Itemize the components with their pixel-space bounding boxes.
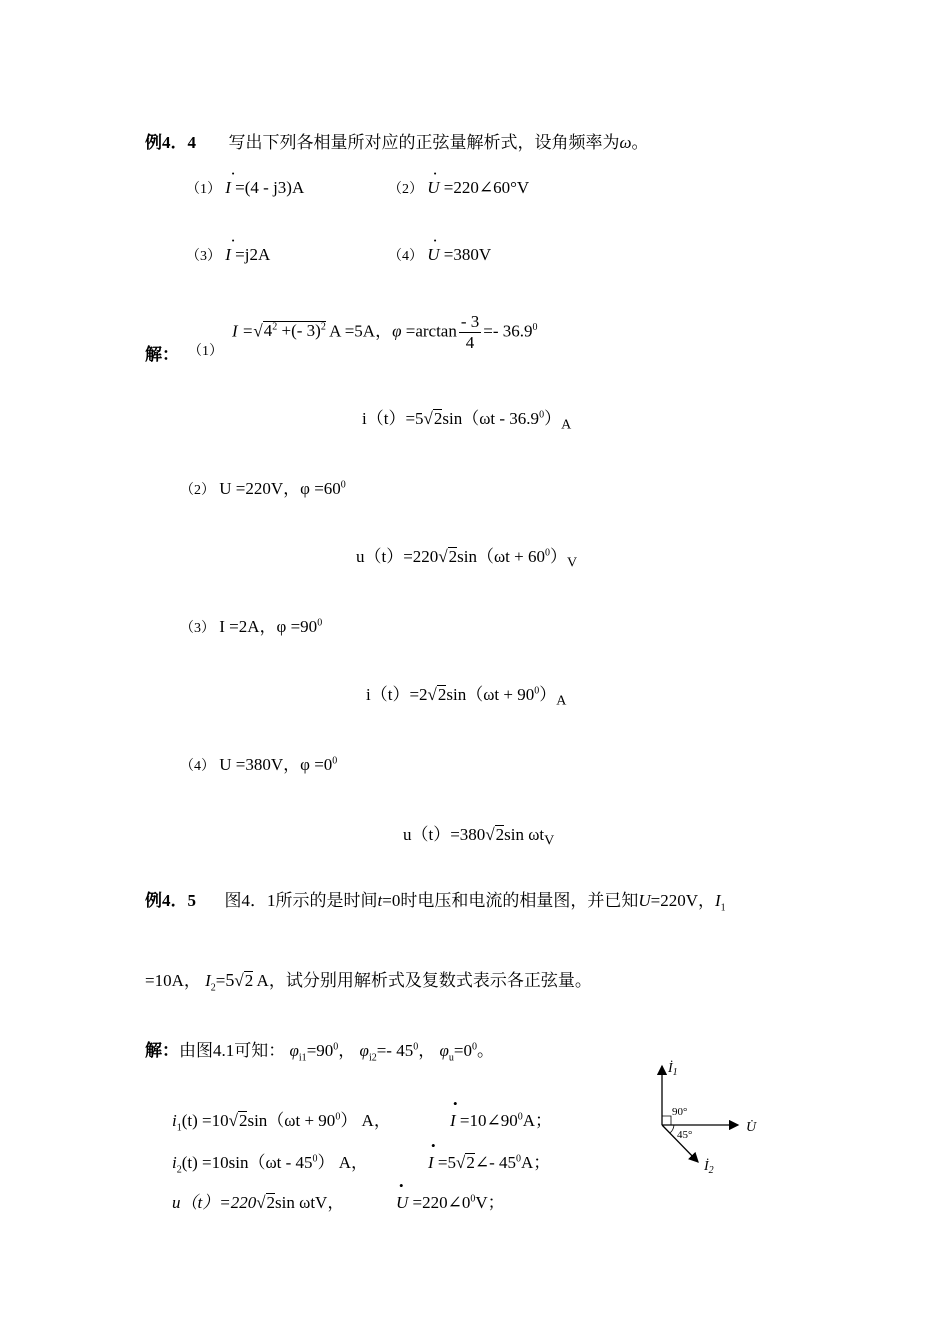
- solution-4-5-intro: 解：由图4.1可知： $\varphi_{i1}=90^0$， $\varphi_{i2}=-$ $45^0$， $\varphi_u=0^0$。: [145, 1041, 494, 1064]
- example-4-5-line-1: 例4．5 图4．1所示的是时间t=0时电压和电流的相量图，并已知U=220V，$I_1$: [145, 891, 726, 914]
- fraction: $\frac{- 3}{4}$: [460, 312, 480, 352]
- right-angle-mark: [662, 1116, 671, 1125]
- part-number: （1）: [188, 344, 223, 359]
- solution-2-line: （2） U =220V，$\varphi =60^0$: [180, 479, 346, 498]
- item-4: （4） · U =380V: [388, 245, 491, 265]
- phasor-line-3: • $U =220\angle 0^0V$；: [396, 1188, 505, 1213]
- phasor-line-1: • $I =10\angle 90^0A$；: [450, 1106, 552, 1131]
- phasor-diagram: [640, 1050, 780, 1185]
- angle-90-label: 90°: [672, 1106, 688, 1118]
- omega-symbol: ω: [619, 133, 632, 152]
- item-3: （3） · I =j2A: [186, 245, 270, 265]
- angle-45-label: 45°: [677, 1129, 693, 1141]
- phasor-symbol: · U: [427, 178, 439, 198]
- phasor-symbol: · I: [225, 178, 231, 198]
- phasor-symbol: · I: [225, 245, 231, 265]
- formula-3: $i(t)=2√2\sin(\omega t + 90^0)_A$: [366, 685, 567, 709]
- solution-1-line: $I =√4^2$ +(- 3)$^2$ A =5A，φ =arctan $\frac{- 3}{4}$ =- 36.9$^0$: [232, 312, 538, 352]
- i2-label: $İ_2$: [704, 1159, 714, 1176]
- solution-label: 解：: [145, 1041, 179, 1060]
- result-line-1: $i_1(t) =10√2\sin(\omega t + 90^0)$ A，: [172, 1111, 391, 1134]
- result-line-3: u（t）=220√2sin ωtV，: [172, 1193, 345, 1212]
- example-4-5-line-2: =10A， $I_2=5√2$ A，试分别用解析式及复数式表示各正弦量。: [145, 970, 592, 994]
- example-4-4-header: 例4．4 写出下列各相量所对应的正弦量解析式，设角频率为ω。: [145, 133, 649, 152]
- formula-1: $i(t)=5√2\sin(\omega t - 36.9^0)_A$: [362, 409, 572, 433]
- item-1: （1） · I =(4 - j3)A: [186, 178, 304, 198]
- item-2: （2） · U =220∠60°V: [388, 178, 529, 198]
- example-title: 例4．4: [145, 133, 196, 152]
- i1-label: $İ_1$: [668, 1061, 678, 1078]
- phasor-line-2: • I =5√2∠- $45^0A$；: [428, 1148, 550, 1173]
- solution-4-line: （4） U =380V，$\varphi =0^0$: [180, 755, 338, 774]
- phasor-symbol: • I: [450, 1111, 456, 1131]
- phasor-symbol: • I: [428, 1153, 434, 1173]
- result-line-2: $i_2(t) =10\sin(\omega t - 45^0)$ A，: [172, 1153, 369, 1176]
- phasor-symbol: • U: [396, 1193, 408, 1213]
- example-prompt: 写出下列各相量所对应的正弦量解析式，设角频率为: [228, 133, 620, 152]
- formula-2: $u(t)=220√2\sin(\omega t + 60^0)_V$: [356, 547, 578, 571]
- solution-3-line: （3） I =2A，$\varphi =90^0$: [180, 617, 323, 636]
- formula-4: u（t）=380√2sin $\omega t_V$: [403, 825, 555, 849]
- angle-arc: [670, 1125, 674, 1133]
- example-title: 例4．5: [145, 891, 196, 910]
- solution-label: 解：: [145, 345, 179, 364]
- u-label: U̇: [746, 1120, 757, 1135]
- phasor-symbol: · U: [427, 245, 439, 265]
